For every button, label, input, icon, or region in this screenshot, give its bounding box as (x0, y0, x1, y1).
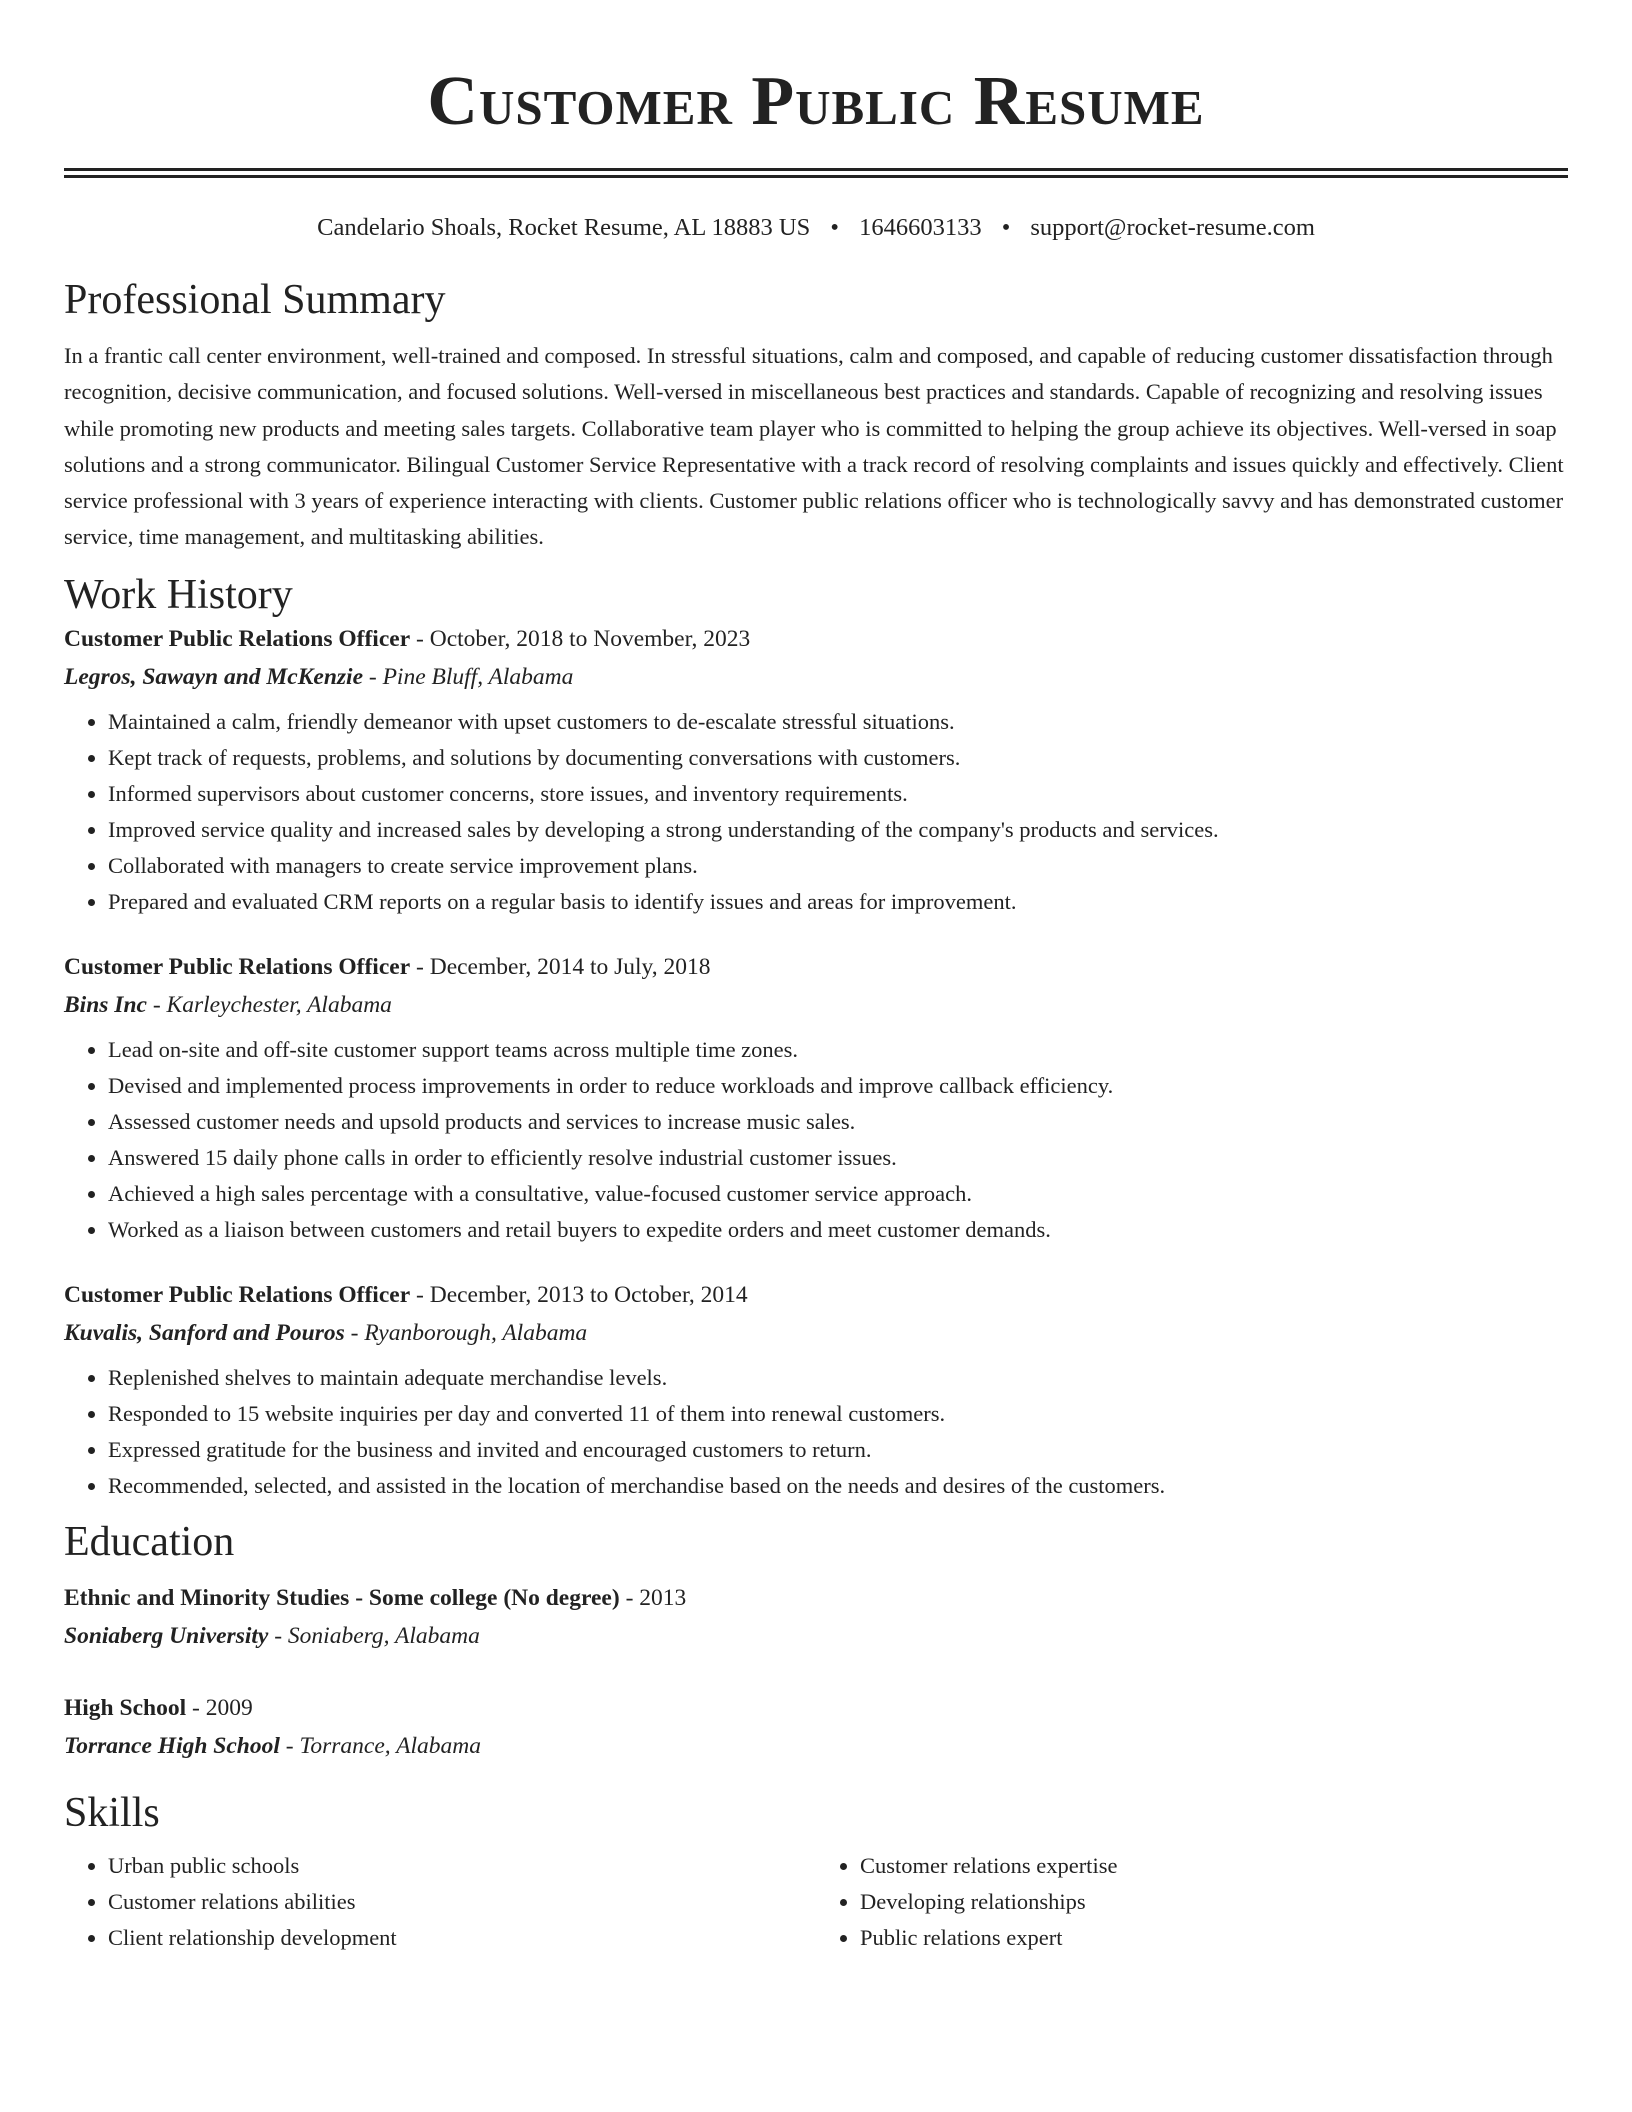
job-title: Customer Public Relations Officer (64, 953, 411, 980)
dash: - (268, 1622, 288, 1649)
skills-heading: Skills (64, 1789, 160, 1836)
work-entry (64, 620, 1568, 920)
contact-separator: • (830, 214, 839, 241)
skill-item: • Developing relationships (860, 1884, 1568, 1920)
dash: - (363, 663, 383, 690)
job-title: Customer Public Relations Officer (64, 625, 411, 652)
employer-line (64, 658, 1568, 696)
school-name: Soniaberg University (64, 1622, 269, 1649)
degree-header (64, 1689, 1568, 1727)
company-name: Kuvalis, Sanford and Pouros (64, 1319, 345, 1346)
graduation-year: 2009 (205, 1694, 253, 1721)
job-header (64, 1276, 1568, 1314)
job-header (64, 948, 1568, 986)
job-location: Ryanborough, Alabama (364, 1319, 588, 1346)
degree-name: Ethnic and Minority Studies - Some college (No degree) (64, 1584, 620, 1611)
school-location: Torrance, Alabama (299, 1732, 481, 1759)
duty-item: • Answered 15 daily phone calls in order to efficiently resolve industrial customer issues. (108, 1140, 1568, 1176)
duty-item: • Prepared and evaluated CRM reports on a regular basis to identify issues and areas for improvement. (108, 884, 1568, 920)
job-header (64, 620, 1568, 658)
education-entry (64, 1579, 1568, 1655)
work-history-heading: Work History (64, 571, 293, 618)
dash: - (410, 953, 430, 980)
education-heading: Education (64, 1518, 235, 1565)
education-entry (64, 1689, 1568, 1765)
job-dates: October, 2018 to November, 2023 (429, 625, 751, 652)
title-divider (64, 168, 1568, 178)
job-dates: December, 2013 to October, 2014 (429, 1281, 748, 1308)
job-duties (64, 704, 1568, 920)
contact-line (64, 213, 1568, 243)
job-title: Customer Public Relations Officer (64, 1281, 411, 1308)
summary-text: In a frantic call center environment, well-trained and composed. In stressful situations, calm and composed, and capable of reducing customer dissatisfaction through recognition, decisive communication, and focused solutions. Well-versed in miscellaneous best practices and standards. Capable of recognizing and resolving issues while promoting new products and meeting sales targets. Collaborative team player who is committed to helping the group achieve its objectives. Well-versed in soap solutions and a strong communicator. Bilingual Customer Service Representative with a track record of resolving complaints and issues quickly and effectively. Client service professional with 3 years of experience interacting with clients. Customer public relations officer who is technologically savvy and has demonstrated customer service, time management, and multitasking abilities. (64, 343, 1564, 550)
school-line (64, 1617, 1568, 1655)
duty-item: • Expressed gratitude for the business and invited and encouraged customers to return. (108, 1432, 1568, 1468)
degree-header (64, 1579, 1568, 1617)
skills-grid (64, 1848, 1568, 1956)
duty-item: • Maintained a calm, friendly demeanor with upset customers to de-escalate stressful situations. (108, 704, 1568, 740)
contact-address: Candelario Shoals, Rocket Resume, AL 18883 US (317, 214, 811, 241)
school-location: Soniaberg, Alabama (287, 1622, 480, 1649)
contact-separator: • (1001, 214, 1011, 241)
job-duties (64, 1032, 1568, 1248)
duty-item: • Replenished shelves to maintain adequate merchandise levels. (108, 1360, 1568, 1396)
duty-item: • Responded to 15 website inquiries per day and converted 11 of them into renewal customers. (108, 1396, 1568, 1432)
duty-item: • Lead on-site and off-site customer support teams across multiple time zones. (108, 1032, 1568, 1068)
company-name: Bins Inc (64, 991, 147, 1018)
job-dates: December, 2014 to July, 2018 (429, 953, 711, 980)
work-entry (64, 948, 1568, 1248)
duty-item: • Recommended, selected, and assisted in the location of merchandise based on the needs and desires of the customers. (108, 1468, 1568, 1504)
duty-item: • Kept track of requests, problems, and solutions by documenting conversations with customers. (108, 740, 1568, 776)
dash: - (410, 625, 430, 652)
dash: - (186, 1694, 206, 1721)
dash: - (344, 1319, 365, 1346)
dash: - (146, 991, 167, 1018)
dash: - (279, 1732, 300, 1759)
employer-line (64, 986, 1568, 1024)
duty-item: • Achieved a high sales percentage with a consultative, value-focused customer service approach. (108, 1176, 1568, 1212)
skill-item: • Client relationship development (108, 1920, 816, 1956)
work-entry (64, 1276, 1568, 1504)
skill-item: • Public relations expert (860, 1920, 1568, 1956)
job-duties (64, 1360, 1568, 1504)
skills-column-right (816, 1848, 1568, 1956)
duty-item: • Collaborated with managers to create service improvement plans. (108, 848, 1568, 884)
job-location: Pine Bluff, Alabama (382, 663, 574, 690)
resume-title: Customer Public Resume (427, 63, 1205, 140)
contact-email: support@rocket-resume.com (1030, 214, 1315, 241)
skills-column-left (64, 1848, 816, 1956)
duty-item: • Assessed customer needs and upsold products and services to increase music sales. (108, 1104, 1568, 1140)
company-name: Legros, Sawayn and McKenzie (64, 663, 363, 690)
degree-name: High School (64, 1694, 187, 1721)
school-name: Torrance High School (64, 1732, 280, 1759)
duty-item: • Informed supervisors about customer concerns, store issues, and inventory requirements. (108, 776, 1568, 812)
summary-heading: Professional Summary (64, 277, 446, 323)
contact-phone: 1646603133 (859, 214, 982, 241)
dash: - (410, 1281, 430, 1308)
duty-item: • Worked as a liaison between customers and retail buyers to expedite orders and meet customer demands. (108, 1212, 1568, 1248)
employer-line (64, 1314, 1568, 1352)
graduation-year: 2013 (639, 1584, 687, 1611)
skill-item: • Customer relations expertise (860, 1848, 1568, 1884)
skill-item: • Customer relations abilities (108, 1884, 816, 1920)
skill-item: • Urban public schools (108, 1848, 816, 1884)
duty-item: • Devised and implemented process improvements in order to reduce workloads and improve callback efficiency. (108, 1068, 1568, 1104)
dash: - (619, 1584, 640, 1611)
school-line (64, 1727, 1568, 1765)
job-location: Karleychester, Alabama (166, 991, 392, 1018)
duty-item: • Improved service quality and increased sales by developing a strong understanding of the company's products and services. (108, 812, 1568, 848)
